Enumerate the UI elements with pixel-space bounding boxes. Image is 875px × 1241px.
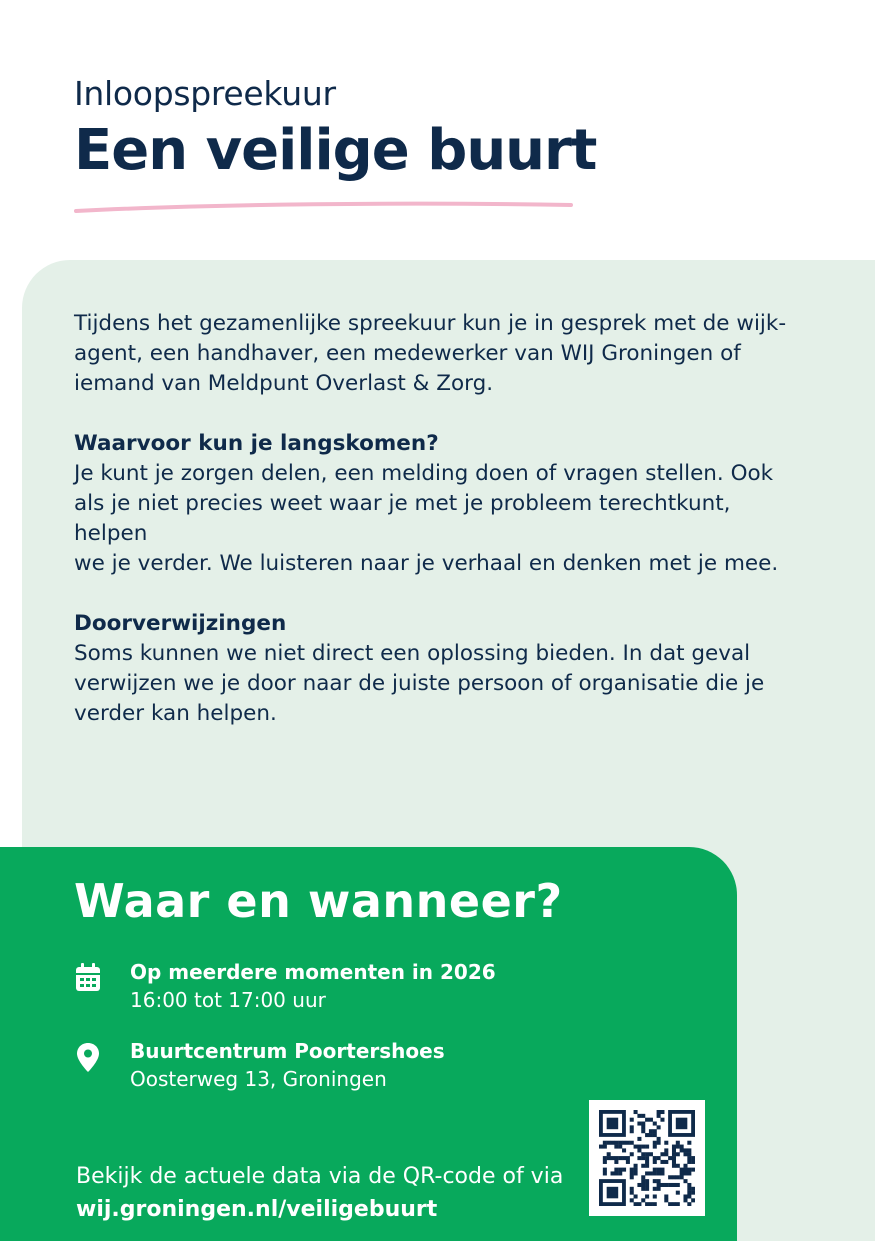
website-link[interactable]: wij.groningen.nl/veiligebuurt [76,1197,438,1222]
why-line: Je kunt je zorgen delen, een melding doen of vragen stellen. Ook [74,461,774,486]
calendar-icon [74,962,102,994]
why-line: als je niet precies weet waar je met je probleem terechtkunt, helpen [74,491,731,546]
page-kicker: Inloopspreekuur [74,74,336,113]
referral-heading: Doorverwijzingen [74,611,287,636]
why-line: we je verder. We luisteren naar je verhaal en denken met je mee. [74,551,779,576]
title-underline [74,200,574,214]
intro-line: agent, een handhaver, een medewerker van WIJ Groningen of [74,341,741,366]
date-detail [74,958,674,1018]
intro-line: Tijdens het gezamenlijke spreekuur kun je in gesprek met de wijk- [74,311,787,336]
place-detail [74,1037,674,1097]
qr-code[interactable] [589,1100,705,1216]
page-title: Een veilige buurt [74,118,597,183]
intro-line: iemand van Meldpunt Overlast & Zorg. [74,371,494,396]
footer-note [76,1160,576,1226]
referral-line: verder kan helpen. [74,701,277,726]
referral-line: verwijzen we je door naar de juiste persoon of organisatie die je [74,671,765,696]
header [74,72,634,182]
place-secondary: Oosterweg 13, Groningen [130,1067,387,1091]
place-primary: Buurtcentrum Poortershoes [130,1039,445,1063]
date-secondary: 16:00 tot 17:00 uur [130,988,326,1012]
qr-code-pattern [599,1110,695,1206]
location-pin-icon [74,1041,102,1073]
why-heading: Waarvoor kun je langskomen? [74,431,439,456]
where-when-title: Waar en wanneer? [74,874,563,928]
referral-line: Soms kunnen we niet direct een oplossing bieden. In dat geval [74,641,751,666]
footer-note-text: Bekijk de actuele data via de QR-code of via [76,1164,564,1189]
date-primary: Op meerdere momenten in 2026 [130,960,496,984]
info-body [74,309,804,729]
